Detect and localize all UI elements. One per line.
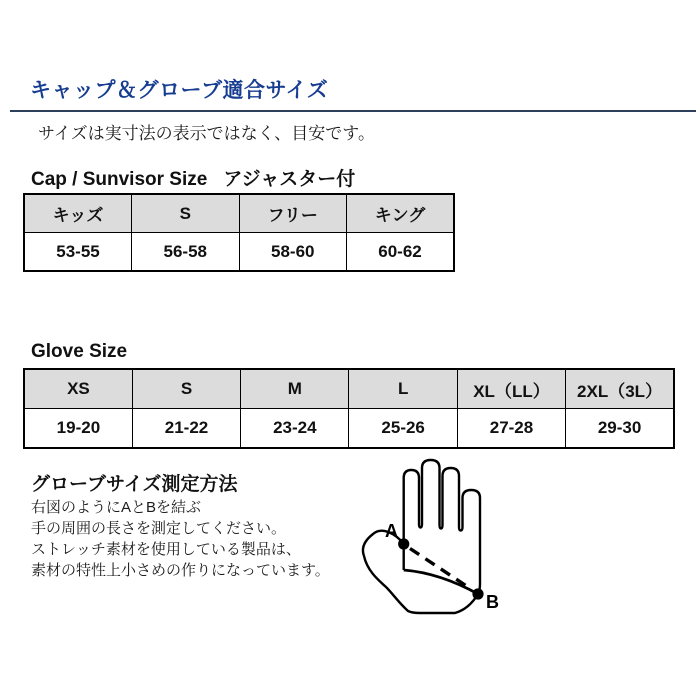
measure-line-3: ストレッチ素材を使用している製品は、 — [31, 541, 301, 558]
measure-instructions — [31, 497, 330, 581]
glove-table-header-row — [24, 369, 674, 409]
cap-value-cell: 60-62 — [347, 233, 455, 272]
cap-heading-ja: アジャスター付 — [223, 169, 356, 190]
cap-header-cell: キング — [347, 194, 455, 233]
cap-value-cell: 56-58 — [132, 233, 240, 272]
size-disclaimer-text: サイズは実寸法の表示ではなく、目安です。 — [38, 124, 375, 143]
hand-outline — [363, 460, 480, 613]
glove-section-heading: Glove Size — [31, 341, 128, 362]
cap-header-cell: フリー — [239, 194, 347, 233]
point-a-label: A — [385, 521, 398, 541]
point-b-label: B — [486, 592, 499, 612]
cap-heading-en: Cap / Sunvisor Size — [31, 169, 208, 190]
cap-size-table — [23, 193, 455, 272]
page-title: キャップ＆グローブ適合サイズ — [30, 79, 329, 102]
cap-value-cell: 58-60 — [239, 233, 347, 272]
glove-value-cell: 25-26 — [349, 409, 457, 449]
glove-header-cell: 2XL（3L） — [566, 369, 674, 409]
measure-line-1: 右図のようにAとBを結ぶ — [31, 499, 202, 516]
glove-header-cell: S — [132, 369, 240, 409]
glove-header-cell: XL（LL） — [457, 369, 565, 409]
measure-line-2: 手の周囲の長さを測定してください。 — [31, 520, 287, 537]
glove-header-cell: M — [241, 369, 349, 409]
title-divider — [10, 110, 696, 112]
cap-table-header-row — [24, 194, 454, 233]
cap-section-heading — [31, 164, 355, 191]
cap-value-cell: 53-55 — [24, 233, 132, 272]
measure-section-heading: グローブサイズ測定方法 — [31, 474, 238, 495]
glove-header-cell: L — [349, 369, 457, 409]
cap-header-cell: S — [132, 194, 240, 233]
cap-header-cell: キッズ — [24, 194, 132, 233]
glove-value-cell: 29-30 — [566, 409, 674, 449]
glove-size-table — [23, 368, 675, 449]
cap-table-value-row — [24, 233, 454, 272]
glove-table-value-row — [24, 409, 674, 449]
glove-header-cell: XS — [24, 369, 132, 409]
point-a-dot — [398, 538, 409, 549]
point-b-dot — [472, 588, 483, 599]
hand-measurement-diagram — [352, 440, 552, 650]
measure-line-4: 素材の特性上小さめの作りになっています。 — [31, 562, 330, 579]
glove-value-cell: 23-24 — [241, 409, 349, 449]
glove-value-cell: 21-22 — [132, 409, 240, 449]
glove-value-cell: 19-20 — [24, 409, 132, 449]
glove-value-cell: 27-28 — [457, 409, 565, 449]
